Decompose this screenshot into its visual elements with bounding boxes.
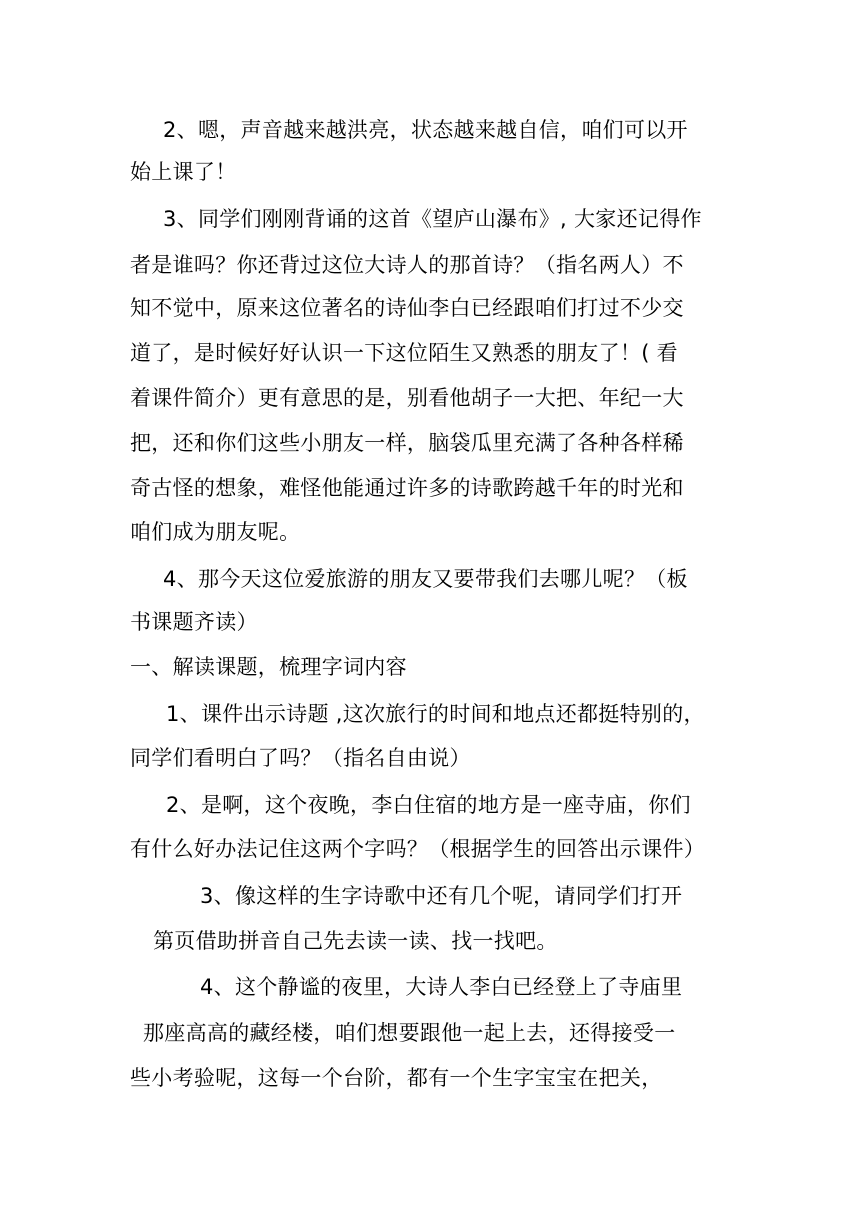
text-line: 些小考验呢，这每一个台阶，都有一个生字宝宝在把关， [130, 1066, 663, 1090]
text-line: 同学们看明白了吗？（指名自由说） [130, 746, 471, 770]
text-line: 第页借助拼音自己先去读一读、找一找吧。 [153, 929, 558, 953]
text-line: 2、嗯，声音越来越洪亮，状态越来越自信，咱们可以开 [163, 118, 688, 142]
section-heading: 一、解读课题，梳理字词内容 [130, 655, 407, 679]
text-line: 1、课件出示诗题 ,这次旅行的时间和地点还都挺特别的， [166, 702, 705, 726]
text-line: 那座高高的藏经楼，咱们想要跟他一起上去，还得接受一 [143, 1021, 676, 1045]
text-line: 2、是啊，这个夜晚，李白住宿的地方是一座寺庙，你们 [166, 793, 691, 817]
text-line: 3、同学们刚刚背诵的这首《望庐山瀑布》, 大家还记得作 [163, 207, 702, 231]
text-line: 把，还和你们这些小朋友一样，脑袋瓜里充满了各种各样稀 [130, 431, 684, 455]
text-line: 奇古怪的想象，难怪他能通过许多的诗歌跨越千年的时光和 [130, 476, 684, 500]
text-line: 书课题齐读） [130, 610, 258, 634]
text-line: 始上课了！ [130, 160, 237, 184]
text-line: 着课件简介）更有意思的是，别看他胡子一大把、年纪一大 [130, 386, 684, 410]
text-line: 有什么好办法记住这两个字吗？（根据学生的回答出示课件） [130, 837, 706, 861]
text-line: 咱们成为朋友呢。 [130, 520, 301, 544]
text-line: 道了，是时候好好认识一下这位陌生又熟悉的朋友了！( 看 [130, 341, 678, 365]
text-line: 者是谁吗？你还背过这位大诗人的那首诗？（指名两人）不 [130, 253, 684, 277]
text-line: 知不觉中，原来这位著名的诗仙李白已经跟咱们打过不少交 [130, 296, 684, 320]
text-line: 4、那今天这位爱旅游的朋友又要带我们去哪儿呢？（板 [163, 567, 688, 591]
text-line: 3、像这样的生字诗歌中还有几个呢，请同学们打开 [200, 884, 683, 908]
text-line: 4、这个静谧的夜里，大诗人李白已经登上了寺庙里 [200, 975, 683, 999]
